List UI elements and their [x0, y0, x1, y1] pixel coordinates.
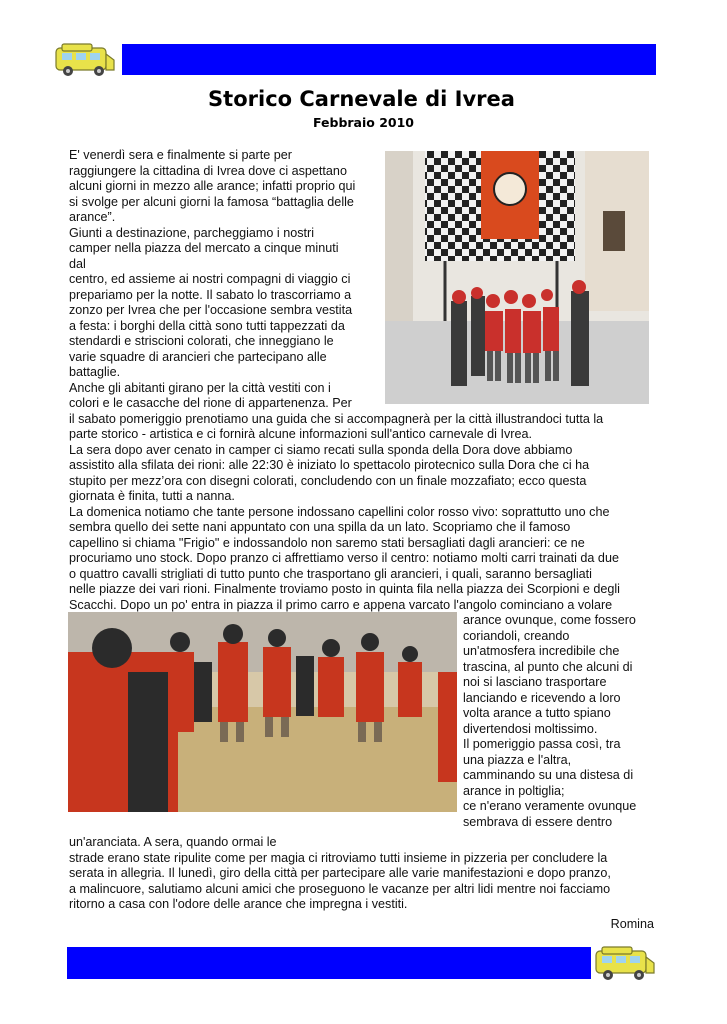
photo-arancieri-piazza [68, 612, 457, 812]
article-text-line: si svolge per alcuni giorni la famosa “battaglia delle [69, 194, 354, 209]
article-text-line: divertendosi moltissimo. [463, 721, 598, 736]
article-text-line: giornata è finita, tutti a nanna. [69, 489, 235, 503]
article-text-line: parte storico - artistica e ci fornirà alcune informazioni sull'antico carnevale di Ivrea. [69, 427, 532, 441]
article-date: Febbraio 2010 [312, 115, 415, 130]
article-text-line: camminando su una distesa di [463, 768, 634, 782]
article-text-line: dal [69, 256, 86, 271]
article-text-line: E' venerdì sera e finalmente si parte per [69, 148, 292, 162]
article-text-line: ce n'erano veramente ovunque [463, 799, 637, 813]
photo-group-banners [385, 151, 649, 404]
article-title: Storico Carnevale di Ivrea [208, 87, 515, 111]
article-text-line: sembra quello dei sette nani appuntato con una spilla da un lato. Scopriamo che il famoso [69, 520, 571, 534]
article-text-line: arance ovunque, come fossero [463, 613, 636, 627]
article-text-line: Il pomeriggio passa così, tra [463, 737, 621, 751]
article-text-line: La domenica notiamo che tante persone indossano capellini color rosso vivo: soprattutto uno che [69, 504, 610, 519]
article-text-line: trascina, al punto che alcuni di [463, 659, 633, 674]
article-text-line: centro, ed assieme ai nostri compagni di viaggio ci [69, 272, 351, 286]
article-text-line: camper nella piazza del mercato a cinque minuti [69, 241, 339, 255]
footer-bar [67, 947, 591, 979]
article-text-line: battaglie. [69, 365, 121, 379]
article-text-line: prepariamo per la notte. Il sabato lo trascorriamo a [69, 287, 352, 302]
article-text-line: Scacchi. Dopo un po' entra in piazza il primo carro e appena varcato l'angolo cominciano a volare [69, 597, 613, 612]
article-text-line: zonzo per Ivrea che per l'occasione sembra vestita [69, 303, 353, 317]
article-text-line: volta arance a tutto spiano [463, 706, 611, 720]
article-text-line: varie squadre di arancieri che partecipano alle [69, 349, 327, 364]
article-text-line: Anche gli abitanti girano per la città vestiti con i [69, 380, 331, 395]
article-text-line: stupito per mezz’ora con disegni colorati, concludendo con un finale mozzafiato; ecco questa [69, 473, 587, 488]
author-signature: Romina [610, 917, 654, 931]
article-text-line: coriandoli, creando [463, 628, 570, 643]
article-text-line: colori e le casacche del rione di appartenenza. Per [69, 396, 352, 410]
article-text-line: una piazza e l'altra, [463, 752, 572, 767]
article-text-line: Giunti a destinazione, parcheggiamo i nostri [69, 225, 315, 240]
article-text-line: un'atmosfera incredibile che [463, 644, 620, 658]
article-text-line: ritorno a casa con l'odore delle arance che impregna i vestiti. [69, 897, 408, 911]
article-text-line: sembrava di essere dentro [463, 814, 613, 829]
article-text-line: il sabato pomeriggio prenotiamo una guida che si accompagnerà per la città illustrandoci tutta la [69, 411, 604, 426]
article-text-line: arance”. [69, 210, 116, 224]
article-text-line: serata in allegria. Il lunedì, giro della città per partecipare alle varie manifestazioni e dopo pranzo, [69, 866, 611, 880]
camper-van-icon [594, 943, 656, 983]
article-text-line: lanciando e ricevendo a loro [463, 690, 621, 705]
article-text-line: assistito alla sfilata dei rioni: alle 22:30 è iniziato lo spettacolo pirotecnico sulla Dora che ci ha [69, 458, 590, 472]
article-text-line: raggiungere la cittadina di Ivrea dove ci aspettano [69, 163, 347, 178]
article-text-line: noi si lasciano trasportare [463, 675, 607, 689]
article-text-line: o quattro cavalli strigliati di tutto punto che trasportano gli arancieri, i quali, saranno bersagliati [69, 566, 592, 581]
header-bar [122, 44, 656, 75]
article-text-line: La sera dopo aver cenato in camper ci siamo recati sulla sponda della Dora dove abbiamo [69, 442, 573, 457]
camper-van-icon [54, 40, 116, 78]
article-text-line: un'aranciata. A sera, quando ormai le [69, 835, 277, 849]
article-text-line: nelle piazze dei vari rioni. Finalmente troviamo posto in quinta fila nella piazza dei Scorpioni e degli [69, 582, 620, 596]
article-text-line: a malincuore, salutiamo alcuni amici che proseguono le vacanze per altri lidi mentre noi facciamo [69, 881, 611, 896]
article-text-line: capellino si chiama "Frigio" e indossandolo non saremo stati bersagliati dagli arancieri: ce ne [69, 535, 585, 550]
article-text-line: alcuni giorni in mezzo alle arance; infatti proprio qui [69, 179, 356, 193]
article-text-line: stendardi e striscioni colorati, che inneggiano le [69, 334, 334, 348]
article-text-line: a festa: i borghi della città sono tutti tappezzati da [69, 318, 345, 333]
article-text-line: procuriamo uno stock. Dopo pranzo ci affrettiamo verso il centro: notiamo molti carri trainati da due [69, 551, 619, 565]
article-text-line: arance in poltiglia; [463, 783, 565, 798]
article-text-line: strade erano state ripulite come per magia ci ritroviamo tutti insieme in pizzeria per concludere la [69, 850, 608, 865]
